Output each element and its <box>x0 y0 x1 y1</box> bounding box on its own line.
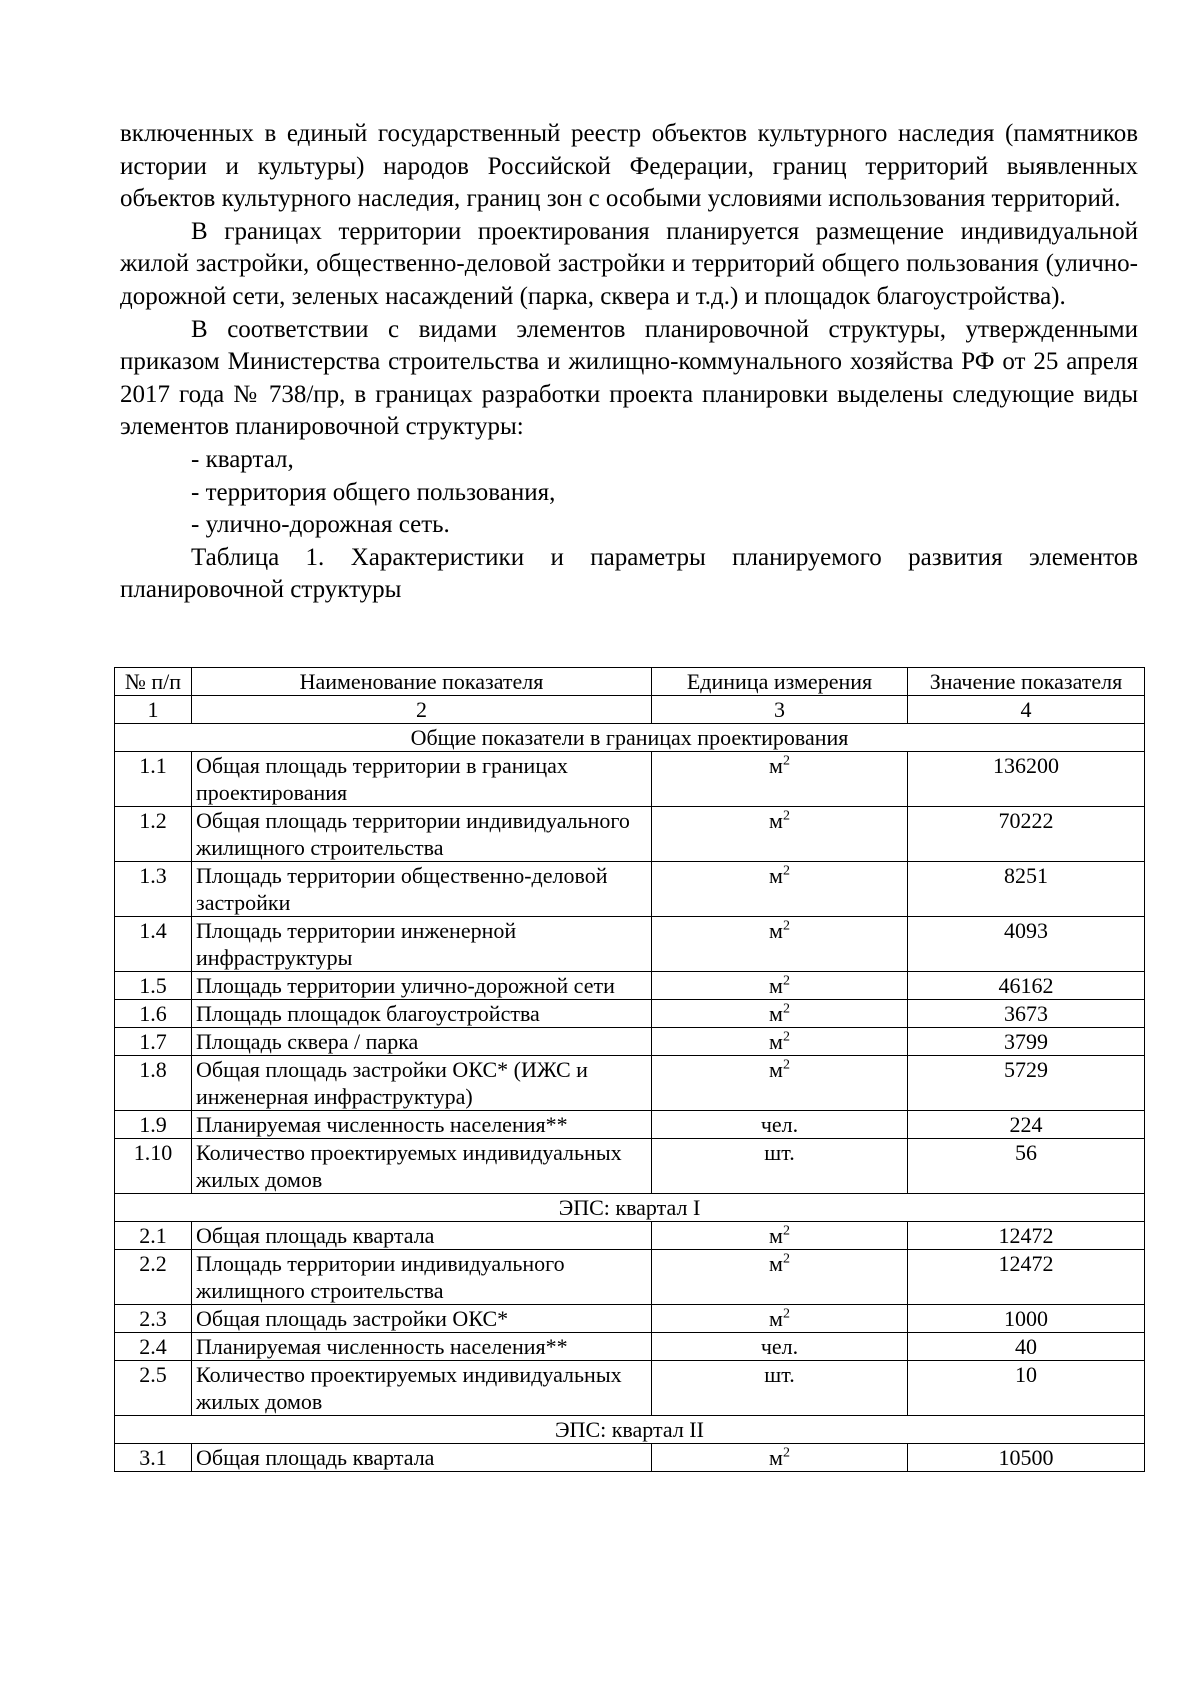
unit-superscript: 2 <box>782 973 790 989</box>
row-indicator-name: Количество проектируемых индивидуальных жилых домов <box>192 1139 652 1194</box>
unit-text: м <box>769 973 783 998</box>
row-number: 1.7 <box>115 1028 192 1056</box>
row-indicator-name: Площадь площадок благоустройства <box>192 1000 652 1028</box>
row-unit <box>652 1305 908 1333</box>
unit-text: м <box>769 918 783 943</box>
row-indicator-name: Площадь территории улично-дорожной сети <box>192 972 652 1000</box>
table-row <box>115 1333 1145 1361</box>
row-unit <box>652 917 908 972</box>
row-unit <box>652 972 908 1000</box>
row-number: 1.1 <box>115 752 192 807</box>
unit-text: м <box>769 808 783 833</box>
row-value: 56 <box>908 1139 1145 1194</box>
table-row <box>115 1305 1145 1333</box>
row-number: 1.9 <box>115 1111 192 1139</box>
unit-text: шт. <box>764 1140 795 1165</box>
row-indicator-name: Площадь территории индивидуального жилищного строительства <box>192 1250 652 1305</box>
row-indicator-name: Общая площадь квартала <box>192 1222 652 1250</box>
unit-superscript: 2 <box>782 1057 790 1073</box>
parameters-table-container <box>114 667 1144 1472</box>
row-unit <box>652 752 908 807</box>
table-section-row <box>115 1416 1145 1444</box>
row-value: 46162 <box>908 972 1145 1000</box>
table-header-row <box>115 668 1145 696</box>
table-row <box>115 972 1145 1000</box>
unit-superscript: 2 <box>782 1445 790 1461</box>
unit-superscript: 2 <box>782 753 790 769</box>
column-number: 3 <box>652 696 908 724</box>
table-column-numbers-row <box>115 696 1145 724</box>
row-unit <box>652 1222 908 1250</box>
list-item: - квартал, <box>191 445 294 473</box>
row-indicator-name: Площадь территории инженерной инфраструктуры <box>192 917 652 972</box>
table-row <box>115 1056 1145 1111</box>
row-value: 8251 <box>908 862 1145 917</box>
table-row <box>115 1222 1145 1250</box>
row-value: 4093 <box>908 917 1145 972</box>
unit-superscript: 2 <box>782 918 790 934</box>
row-unit <box>652 1000 908 1028</box>
row-number: 2.3 <box>115 1305 192 1333</box>
row-unit <box>652 862 908 917</box>
table-row <box>115 807 1145 862</box>
row-number: 1.8 <box>115 1056 192 1111</box>
row-indicator-name: Общая площадь квартала <box>192 1444 652 1472</box>
row-value: 10500 <box>908 1444 1145 1472</box>
list-item: - территория общего пользования, <box>191 478 556 506</box>
row-indicator-name: Планируемая численность населения** <box>192 1111 652 1139</box>
row-value: 10 <box>908 1361 1145 1416</box>
header-name: Наименование показателя <box>192 668 652 696</box>
unit-text: м <box>769 1445 783 1470</box>
table-row <box>115 752 1145 807</box>
row-unit <box>652 1111 908 1139</box>
unit-superscript: 2 <box>782 1306 790 1322</box>
unit-text: м <box>769 753 783 778</box>
row-unit <box>652 1250 908 1305</box>
unit-text: м <box>769 1306 783 1331</box>
row-value: 40 <box>908 1333 1145 1361</box>
row-indicator-name: Площадь территории общественно-деловой застройки <box>192 862 652 917</box>
row-number: 2.2 <box>115 1250 192 1305</box>
row-number: 3.1 <box>115 1444 192 1472</box>
unit-superscript: 2 <box>782 863 790 879</box>
unit-text: м <box>769 1029 783 1054</box>
row-number: 2.4 <box>115 1333 192 1361</box>
row-unit <box>652 1361 908 1416</box>
unit-text: м <box>769 1223 783 1248</box>
row-value: 12472 <box>908 1222 1145 1250</box>
unit-superscript: 2 <box>782 808 790 824</box>
table-row <box>115 1444 1145 1472</box>
column-number: 1 <box>115 696 192 724</box>
row-number: 1.4 <box>115 917 192 972</box>
table-row <box>115 1111 1145 1139</box>
header-unit: Единица измерения <box>652 668 908 696</box>
unit-superscript: 2 <box>782 1001 790 1017</box>
row-unit <box>652 1333 908 1361</box>
section-title: Общие показатели в границах проектирования <box>115 724 1145 752</box>
row-indicator-name: Общая площадь застройки ОКС* (ИЖС и инженерная инфраструктура) <box>192 1056 652 1111</box>
section-title: ЭПС: квартал II <box>115 1416 1145 1444</box>
row-number: 2.1 <box>115 1222 192 1250</box>
row-number: 1.6 <box>115 1000 192 1028</box>
row-number: 1.10 <box>115 1139 192 1194</box>
unit-superscript: 2 <box>782 1251 790 1267</box>
row-value: 3799 <box>908 1028 1145 1056</box>
row-value: 3673 <box>908 1000 1145 1028</box>
row-number: 2.5 <box>115 1361 192 1416</box>
table-row <box>115 1361 1145 1416</box>
unit-text: шт. <box>764 1362 795 1387</box>
row-unit <box>652 1139 908 1194</box>
unit-text: чел. <box>760 1112 799 1137</box>
unit-text: чел. <box>760 1334 799 1359</box>
unit-text: м <box>769 1251 783 1276</box>
table-row <box>115 917 1145 972</box>
row-indicator-name: Общая площадь застройки ОКС* <box>192 1305 652 1333</box>
unit-text: м <box>769 1057 783 1082</box>
row-unit <box>652 807 908 862</box>
row-number: 1.3 <box>115 862 192 917</box>
row-indicator-name: Планируемая численность населения** <box>192 1333 652 1361</box>
list-item: - улично-дорожная сеть. <box>191 511 450 539</box>
row-indicator-name: Количество проектируемых индивидуальных жилых домов <box>192 1361 652 1416</box>
row-value: 224 <box>908 1111 1145 1139</box>
row-value: 5729 <box>908 1056 1145 1111</box>
table-row <box>115 1139 1145 1194</box>
row-unit <box>652 1056 908 1111</box>
table-section-row <box>115 724 1145 752</box>
row-value: 70222 <box>908 807 1145 862</box>
table-row <box>115 1000 1145 1028</box>
row-indicator-name: Площадь сквера / парка <box>192 1028 652 1056</box>
section-title: ЭПС: квартал I <box>115 1194 1145 1222</box>
row-unit <box>652 1028 908 1056</box>
paragraph-2: В границах территории проектирования планируется размещение индивидуальной жилой застройки, общественно-деловой застройки и территорий общего пользования (улично-дорожной сети, зеленых насаждений (парка, сквера и т.д.) и площадок благоустройства). <box>120 217 1138 310</box>
row-value: 1000 <box>908 1305 1145 1333</box>
unit-text: м <box>769 863 783 888</box>
unit-text: м <box>769 1001 783 1026</box>
paragraph-1: включенных в единый государственный реестр объектов культурного наследия (памятников истории и культуры) народов Российской Федерации, границ территорий выявленных объектов культурного наследия, границ зон с особыми условиями использования территорий. <box>120 120 1138 213</box>
document-page <box>120 118 1138 607</box>
header-num: № п/п <box>115 668 192 696</box>
row-number: 1.5 <box>115 972 192 1000</box>
parameters-table <box>114 667 1145 1472</box>
row-indicator-name: Общая площадь территории в границах проектирования <box>192 752 652 807</box>
column-number: 2 <box>192 696 652 724</box>
header-value: Значение показателя <box>908 668 1145 696</box>
table-row <box>115 862 1145 917</box>
unit-superscript: 2 <box>782 1223 790 1239</box>
row-indicator-name: Общая площадь территории индивидуального жилищного строительства <box>192 807 652 862</box>
table-row <box>115 1028 1145 1056</box>
table-row <box>115 1250 1145 1305</box>
unit-superscript: 2 <box>782 1029 790 1045</box>
row-value: 136200 <box>908 752 1145 807</box>
table-section-row <box>115 1194 1145 1222</box>
paragraph-3: В соответствии с видами элементов планировочной структуры, утвержденными приказом Министерства строительства и жилищно-коммунального хозяйства РФ от 25 апреля 2017 года № 738/пр, в границах разработки проекта планировки выделены следующие виды элементов планировочной структуры: <box>120 315 1138 441</box>
column-number: 4 <box>908 696 1145 724</box>
row-number: 1.2 <box>115 807 192 862</box>
table-caption: Таблица 1. Характеристики и параметры планируемого развития элементов планировочной структуры <box>120 543 1138 604</box>
row-value: 12472 <box>908 1250 1145 1305</box>
row-unit <box>652 1444 908 1472</box>
